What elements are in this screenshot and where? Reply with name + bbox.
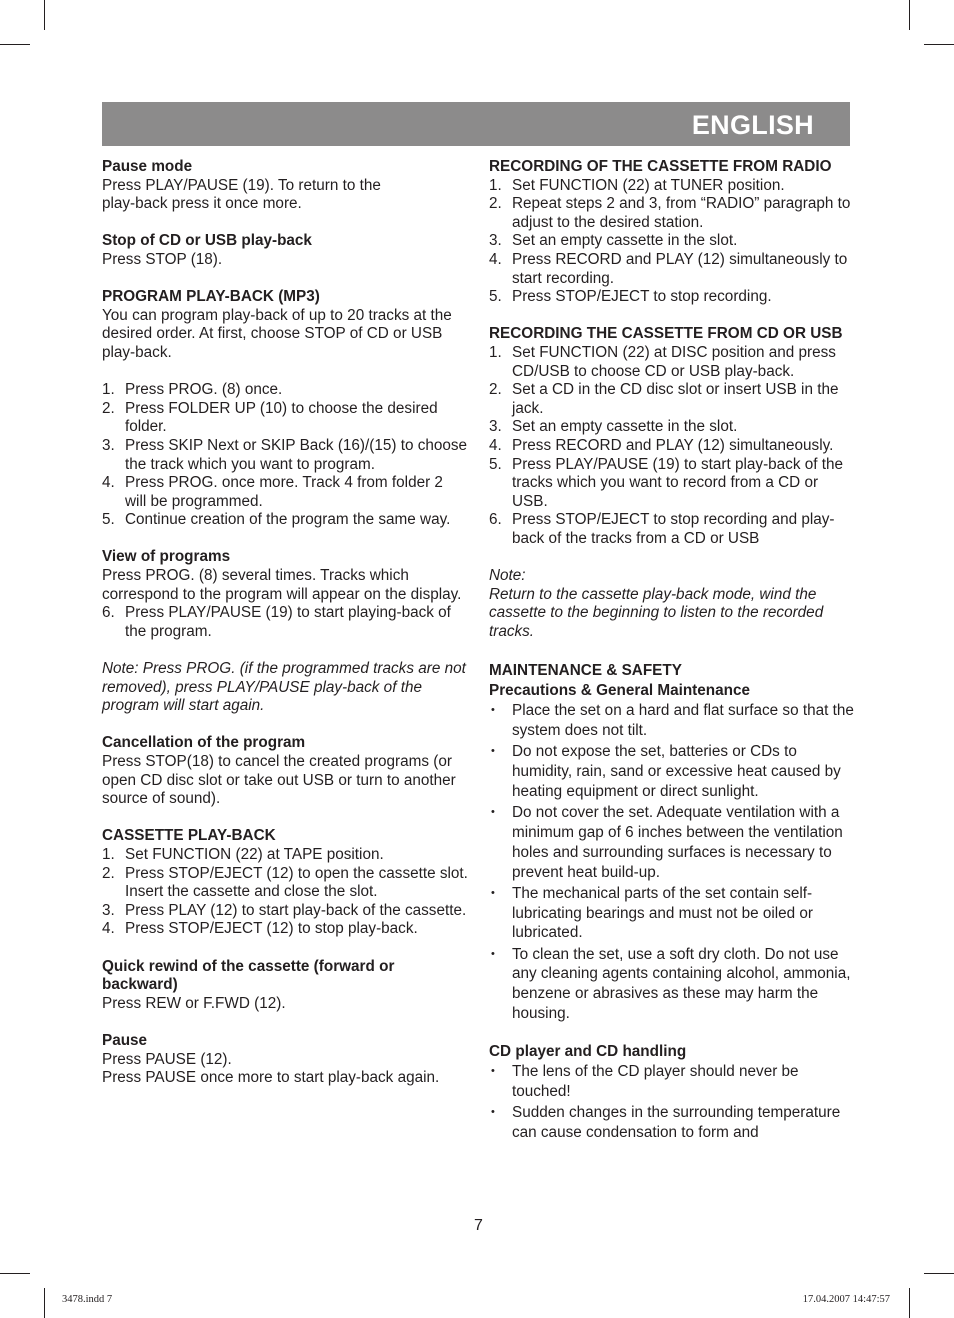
slug-file: 3478.indd 7 bbox=[62, 1294, 113, 1305]
crop-mark bbox=[909, 0, 910, 30]
note bbox=[102, 660, 468, 716]
section-heading: PROGRAM PLAY-BACK (MP3) bbox=[102, 288, 320, 306]
section-view-programs bbox=[102, 548, 468, 641]
section-heading: Pause mode bbox=[102, 158, 193, 175]
section-cancellation bbox=[102, 734, 468, 808]
bullet: • bbox=[491, 806, 495, 819]
list-item: 2. Repeat steps 2 and 3, from “RADIO” paragraph to adjust to the desired station. bbox=[489, 195, 851, 231]
list-item: 4. Press STOP/EJECT (12) to stop play-back. bbox=[102, 920, 418, 938]
note bbox=[489, 567, 855, 641]
note-title: Note: bbox=[489, 567, 526, 585]
section-subheading: Precautions & General Maintenance bbox=[489, 682, 750, 700]
page-title: ENGLISH bbox=[691, 110, 814, 140]
list-item: 6. Press STOP/EJECT to stop recording and play-back of the tracks from a CD or USB bbox=[489, 511, 835, 547]
list-item: 3. Set an empty cassette in the slot. bbox=[489, 232, 738, 250]
crop-mark bbox=[924, 44, 954, 45]
crop-mark bbox=[44, 1288, 45, 1318]
section-heading: CD player and CD handling bbox=[489, 1043, 687, 1061]
bullet: • bbox=[491, 1106, 495, 1119]
section-heading: View of programs bbox=[102, 548, 231, 566]
paragraph: Press STOP (18). bbox=[102, 250, 223, 268]
paragraph: Press PLAY/PAUSE (19). To return to the bbox=[102, 176, 381, 194]
paragraph: Press PAUSE (12). bbox=[102, 1050, 232, 1068]
list-item: • Sudden changes in the surrounding temperature can cause condensation to form and bbox=[491, 1104, 841, 1142]
paragraph: Press PROG. (8) several times. Tracks which correspond to the program will appear on the display. bbox=[102, 567, 462, 603]
list-item: 3. Set an empty cassette in the slot. bbox=[489, 418, 738, 436]
list-item: 1. Set FUNCTION (22) at TAPE position. bbox=[102, 845, 384, 863]
section-heading: RECORDING THE CASSETTE FROM CD OR USB bbox=[489, 325, 843, 343]
left-column bbox=[102, 158, 468, 1106]
crop-mark bbox=[44, 0, 45, 30]
list-item: • The mechanical parts of the set contain self-lubricating bearings and must not be oiled or lubricated. bbox=[491, 884, 814, 942]
paragraph: play-back press it once more. bbox=[102, 195, 302, 213]
section-heading: RECORDING OF THE CASSETTE FROM RADIO bbox=[489, 158, 832, 175]
crop-mark bbox=[924, 1273, 954, 1274]
section-stop bbox=[102, 232, 468, 269]
section-recording-cd-usb bbox=[489, 325, 855, 548]
section-heading: CASSETTE PLAY-BACK bbox=[102, 827, 276, 845]
list-item: 2. Press STOP/EJECT (12) to open the cassette slot. Insert the cassette and close the slot. bbox=[102, 864, 468, 901]
header-bar bbox=[102, 102, 850, 146]
section-pause-mode bbox=[102, 158, 468, 214]
section-heading: Cancellation of the program bbox=[102, 734, 306, 752]
list-item: • Do not cover the set. Adequate ventilation with a minimum gap of 6 inches between the ventilation holes and surrounding surfaces is necessary to prevent heat build-up. bbox=[491, 804, 843, 881]
list-item: 5. Press STOP/EJECT to stop recording. bbox=[489, 288, 772, 306]
list-item: 3. Press SKIP Next or SKIP Back (16)/(15) to choose the track which you want to program. bbox=[102, 436, 468, 473]
list-item: 6. Press PLAY/PAUSE (19) to start playing-back of the program. bbox=[102, 604, 451, 640]
section-cassette-playback bbox=[102, 827, 468, 939]
bullet: • bbox=[491, 1065, 495, 1078]
slug-date: 17.04.2007 14:47:57 bbox=[802, 1294, 890, 1305]
section-heading: MAINTENANCE & SAFETY bbox=[489, 662, 682, 680]
list-item: • Do not expose the set, batteries or CDs to humidity, rain, sand or excessive heat caused by heating equipment or direct sunlight. bbox=[491, 743, 841, 801]
section-heading: Quick rewind of the cassette (forward or backward) bbox=[102, 957, 395, 994]
section-quick-rewind bbox=[102, 958, 468, 1014]
note-text: Return to the cassette play-back mode, wind the cassette to the beginning to listen to the recorded tracks. bbox=[489, 585, 824, 640]
section-pause bbox=[102, 1032, 468, 1088]
list-item: 2. Press FOLDER UP (10) to choose the desired folder. bbox=[102, 399, 438, 436]
section-heading: Pause bbox=[102, 1031, 148, 1049]
list-item: 4. Press RECORD and PLAY (12) simultaneously. bbox=[489, 436, 834, 454]
crop-mark bbox=[0, 44, 30, 45]
list-item: 1. Press PROG. (8) once. bbox=[102, 381, 283, 399]
list-item: 5. Continue creation of the program the same way. bbox=[102, 511, 451, 529]
paragraph: Press REW or F.FWD (12). bbox=[102, 994, 286, 1012]
section-program-playback bbox=[102, 288, 468, 362]
right-column bbox=[489, 158, 855, 1162]
bullet: • bbox=[491, 886, 495, 899]
bullet: • bbox=[491, 947, 495, 960]
crop-mark bbox=[909, 1288, 910, 1318]
list-item: 2. Set a CD in the CD disc slot or insert USB in the jack. bbox=[489, 381, 839, 417]
list-item: 4. Press RECORD and PLAY (12) simultaneously to start recording. bbox=[489, 250, 848, 287]
list-item: 3. Press PLAY (12) to start play-back of the cassette. bbox=[102, 901, 467, 919]
list-item: 5. Press PLAY/PAUSE (19) to start play-back of the tracks which you want to record from a CD or USB. bbox=[489, 455, 844, 510]
section-heading: Stop of CD or USB play-back bbox=[102, 232, 312, 250]
section-maintenance-safety bbox=[489, 661, 855, 1023]
list-item: 1. Set FUNCTION (22) at DISC position and press CD/USB to choose CD or USB play-back. bbox=[489, 343, 836, 380]
list-item: 1. Set FUNCTION (22) at TUNER position. bbox=[489, 176, 785, 194]
bullet: • bbox=[491, 704, 495, 717]
program-steps bbox=[102, 381, 468, 530]
list-item: • Place the set on a hard and flat surface so that the system does not tilt. bbox=[491, 702, 854, 740]
list-item: 4. Press PROG. once more. Track 4 from folder 2 will be programmed. bbox=[102, 474, 443, 510]
paragraph: Press PAUSE once more to start play-back again. bbox=[102, 1069, 440, 1087]
paragraph: You can program play-back of up to 20 tracks at the desired order. At first, choose STOP of CD or USB play-back. bbox=[102, 306, 452, 361]
section-cd-handling bbox=[489, 1042, 855, 1143]
note-text: Note: Press PROG. (if the programmed tracks are not removed), press PLAY/PAUSE play-back of the program will start again. bbox=[102, 660, 466, 715]
list-item: • To clean the set, use a soft dry cloth. Do not use any cleaning agents containing alcohol, ammonia, benzene or abrasives as these may harm the housing. bbox=[491, 945, 851, 1022]
list-item: • The lens of the CD player should never be touched! bbox=[491, 1063, 799, 1101]
page-number: 7 bbox=[474, 1217, 483, 1234]
crop-mark bbox=[0, 1273, 30, 1274]
paragraph: Press STOP(18) to cancel the created programs (or open CD disc slot or take out USB or turn to another source of sound). bbox=[102, 753, 456, 808]
section-recording-radio bbox=[489, 158, 855, 307]
bullet: • bbox=[491, 745, 495, 758]
